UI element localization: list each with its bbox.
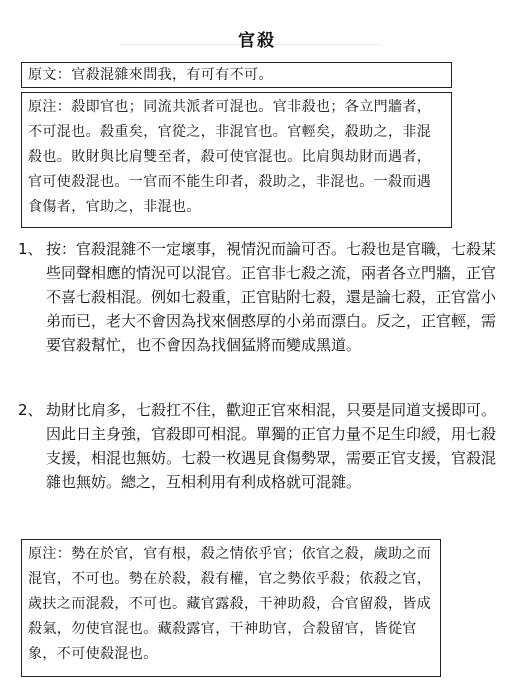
original-annotation-2: 原注：勢在於官，官有根，殺之情依乎官；依官之殺，歲助之而混官，不可也。勢在於殺，殺有權，官之勢依乎殺；依殺之官，歲扶之而混殺，不可也。藏官露殺，干神助殺，合官留殺，皆成殺氣，勿使官混也。藏殺露官，干神助官，合殺留官，皆從官象，不可使殺混也。 <box>28 546 432 662</box>
original-annotation-box-1 <box>21 92 452 228</box>
original-text-box <box>21 62 452 88</box>
commentary-number-1: 1、 <box>18 240 43 258</box>
original-annotation-box-2 <box>21 539 441 677</box>
commentary-item-2 <box>18 398 496 494</box>
commentary-number-2: 2、 <box>18 401 43 419</box>
original-annotation-1: 原注：殺即官也；同流共派者可混也。官非殺也；各立門牆者，不可混也。殺重矣，官從之，非混官也。官輕矣，殺助之，非混殺也。敗財與比肩雙至者，殺可使官混也。比肩與劫財而遇者，官可使殺混也。一官而不能生印者，殺助之，非混也。一殺而遇食傷者，官助之，非混也。 <box>28 99 432 215</box>
commentary-item-1 <box>18 237 496 357</box>
original-text: 原文：官殺混雜來問我，有可有不可。 <box>28 67 273 83</box>
commentary-text-2: 劫財比肩多，七殺扛不住，歡迎正官來相混，只要是同道支援即可。因此日主身強，官殺即可相混。單獨的正官力量不足生印綬，用七殺支援，相混也無妨。七殺一枚遇見食傷勢眾，需要正官支援，官殺混雜也無妨。總之，互相利用有利成格就可混雜。 <box>46 401 497 491</box>
commentary-text-1: 按：官殺混雜不一定壞事，視情況而論可否。七殺也是官職，七殺某些同聲相應的情況可以混官。正官非七殺之流，兩者各立門牆，正官不喜七殺相混。例如七殺重，正官貼附七殺，還是論七殺，正官當小弟而已，老大不會因為找來個憨厚的小弟而漂白。反之，正官輕，需要官殺幫忙，也不會因為找個猛將而變成黑道。 <box>46 240 497 354</box>
page-title: 官殺 <box>238 31 276 51</box>
